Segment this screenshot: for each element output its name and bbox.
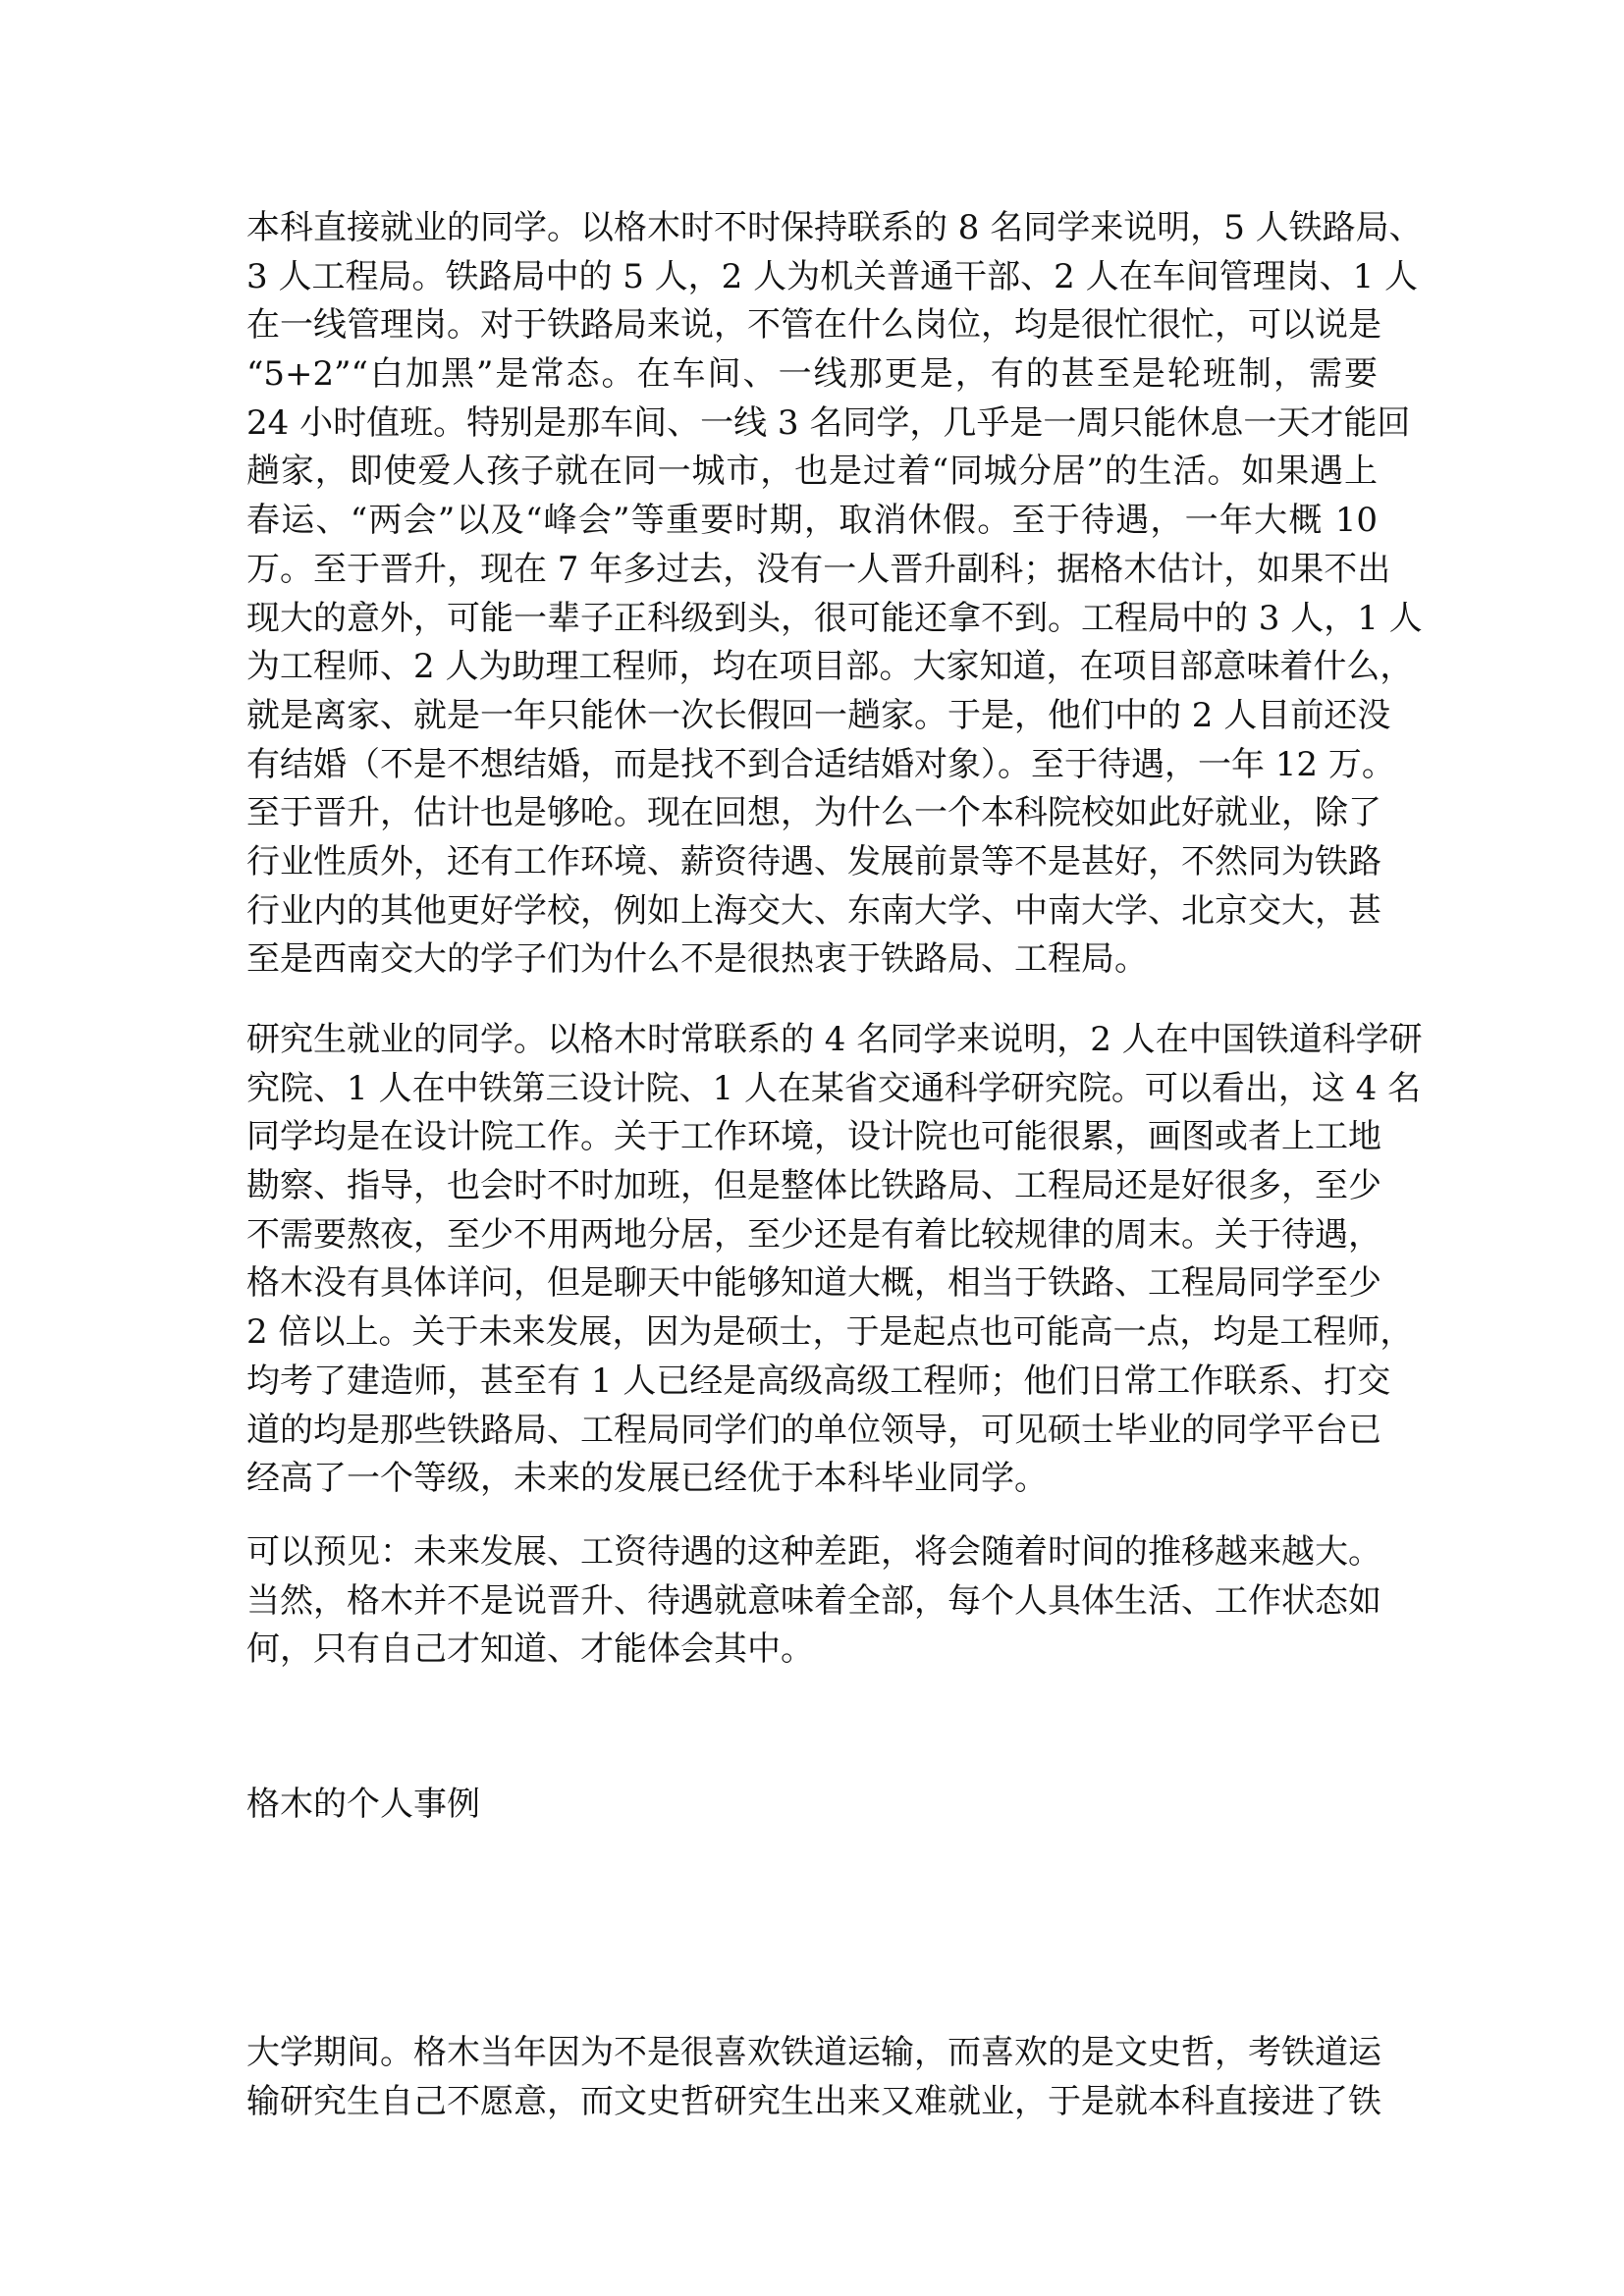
paragraph-graduate xyxy=(246,1016,1423,1504)
text-line: 勘察、指导，也会时不时加班，但是整体比铁路局、工程局还是好很多，至少 xyxy=(246,1166,1381,1206)
text-line: 现大的意外，可能一辈子正科级到头，很可能还拿不到。工程局中的 3 人，1 人 xyxy=(246,598,1423,638)
text-line: 24 小时值班。特别是那车间、一线 3 名同学，几乎是一周只能休息一天才能回 xyxy=(246,402,1411,443)
text-line: 道的均是那些铁路局、工程局同学们的单位领导，可见硕士毕业的同学平台已 xyxy=(246,1410,1381,1450)
text-line: 2 倍以上。关于未来发展，因为是硕士，于是起点也可能高一点，均是工程师， xyxy=(246,1312,1414,1353)
paragraph-undergrad xyxy=(246,204,1423,985)
text-line: 为工程师、2 人为助理工程师，均在项目部。大家知道，在项目部意味着什么， xyxy=(246,647,1414,687)
text-line: 同学均是在设计院工作。关于工作环境，设计院也可能很累，画图或者上工地 xyxy=(246,1117,1381,1157)
text-line: 至于晋升，估计也是够呛。现在回想，为什么一个本科院校如此好就业，除了 xyxy=(246,793,1381,833)
text-line: 3 人工程局。铁路局中的 5 人，2 人为机关普通干部、2 人在车间管理岗、1 人 xyxy=(246,256,1419,296)
text-line: 大学期间。格木当年因为不是很喜欢铁道运输，而喜欢的是文史哲，考铁道运 xyxy=(246,2033,1381,2072)
text-line: 研究生就业的同学。以格木时常联系的 4 名同学来说明，2 人在中国铁道科学研 xyxy=(246,1020,1423,1059)
text-line: 有结婚（不是不想结婚，而是找不到合适结婚对象）。至于待遇，一年 12 万。 xyxy=(246,744,1395,784)
text-line: 本科直接就业的同学。以格木时不时保持联系的 8 名同学来说明，5 人铁路局、 xyxy=(246,208,1423,247)
text-line: 行业内的其他更好学校，例如上海交大、东南大学、中南大学、北京交大，甚 xyxy=(246,890,1381,931)
text-line: 万。至于晋升，现在 7 年多过去，没有一人晋升副科；据格木估计，如果不出 xyxy=(246,549,1391,589)
text-line: 当然，格木并不是说晋升、待遇就意味着全部，每个人具体生活、工作状态如 xyxy=(246,1580,1381,1621)
text-line: 格木的个人事例 xyxy=(246,1785,480,1824)
text-line: 春运、“两会”以及“峰会”等重要时期，取消休假。至于待遇，一年大概 10 xyxy=(246,501,1378,541)
text-line: 格木没有具体详问，但是聊天中能够知道大概，相当于铁路、工程局同学至少 xyxy=(246,1263,1381,1304)
text-line: 输研究生自己不愿意，而文史哲研究生出来又难就业，于是就本科直接进了铁 xyxy=(246,2081,1381,2121)
text-line: 至是西南交大的学子们为什么不是很热衷于铁路局、工程局。 xyxy=(246,939,1148,980)
text-line: 究院、1 人在中铁第三设计院、1 人在某省交通科学研究院。可以看出，这 4 名 xyxy=(246,1068,1422,1108)
text-line: 行业性质外，还有工作环境、薪资待遇、发展前景等不是甚好，不然同为铁路 xyxy=(246,841,1381,881)
text-line: 何，只有自己才知道、才能体会其中。 xyxy=(246,1629,814,1670)
text-line: 可以预见：未来发展、工资待遇的这种差距，将会随着时间的推移越来越大。 xyxy=(246,1532,1381,1572)
text-line: 经高了一个等级，未来的发展已经优于本科毕业同学。 xyxy=(246,1459,1048,1499)
text-line: 趟家，即使爱人孩子就在同一城市，也是过着“同城分居”的生活。如果遇上 xyxy=(246,452,1378,492)
paragraph-college xyxy=(246,2029,1381,2126)
text-line: 在一线管理岗。对于铁路局来说，不管在什么岗位，均是很忙很忙，可以说是 xyxy=(246,305,1381,346)
text-line: 就是离家、就是一年只能休一次长假回一趟家。于是，他们中的 2 人目前还没 xyxy=(246,695,1391,735)
section-heading xyxy=(246,1781,1378,1830)
text-line: 均考了建造师，甚至有 1 人已经是高级高级工程师；他们日常工作联系、打交 xyxy=(246,1361,1391,1401)
paragraph-foresee xyxy=(246,1528,1381,1675)
text-line: “5+2”“白加黑”是常态。在车间、一线那更是，有的甚至是轮班制，需要 xyxy=(246,354,1378,395)
text-line: 不需要熬夜，至少不用两地分居，至少还是有着比较规律的周末。关于待遇， xyxy=(246,1214,1381,1255)
